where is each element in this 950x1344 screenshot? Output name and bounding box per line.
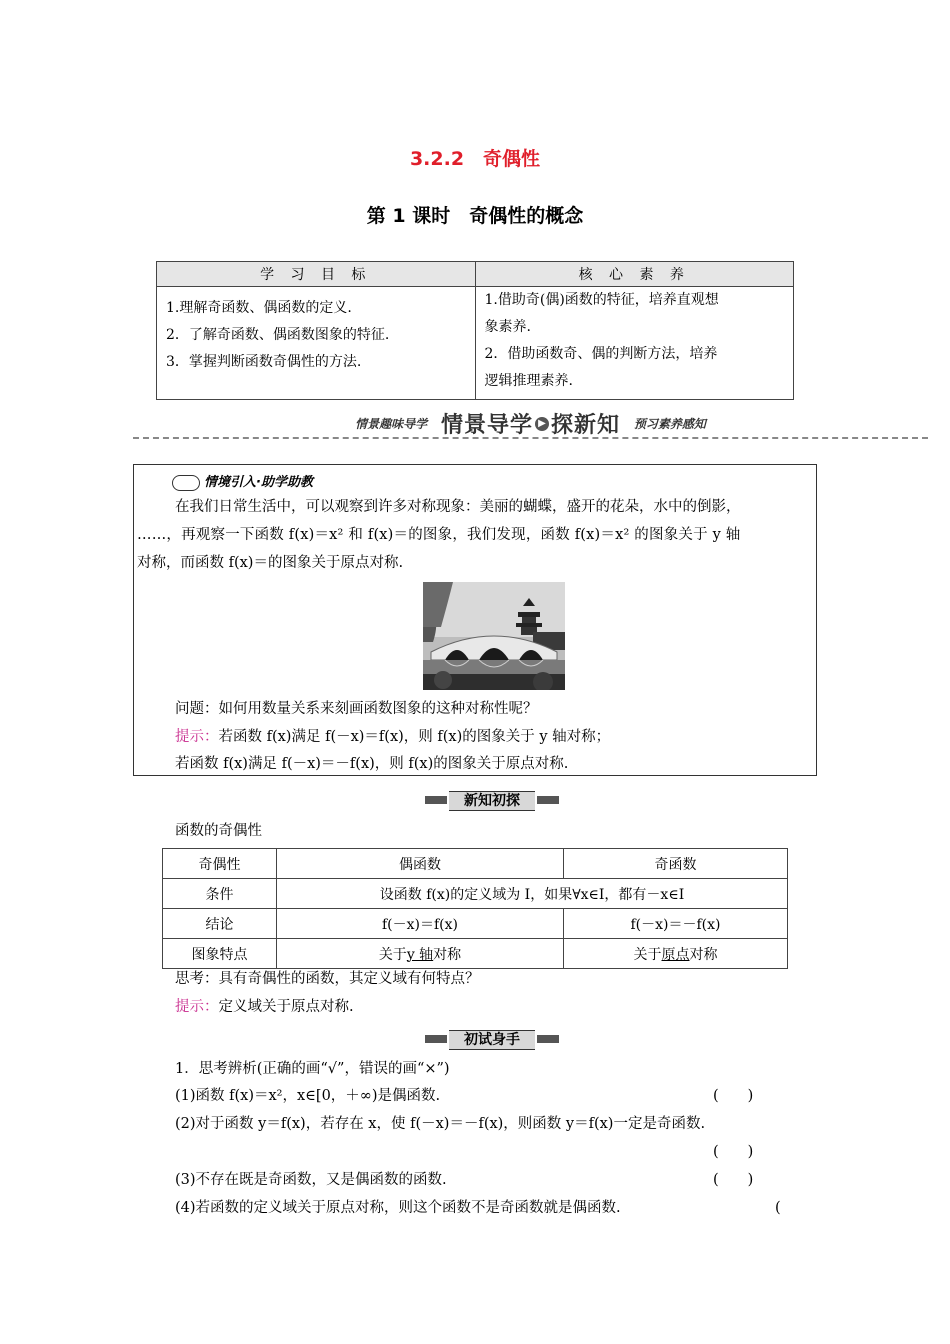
bridge-photo bbox=[423, 582, 565, 690]
practice-item: (1)函数 f(x)＝x²，x∈[0，＋∞)是偶函数. bbox=[175, 1088, 441, 1104]
literacy-header: 核 心 素 养 bbox=[475, 262, 794, 287]
knowledge-caption: 函数的奇偶性 bbox=[175, 823, 262, 839]
think-question: 思考：具有奇偶性的函数，其定义域有何特点？ bbox=[175, 971, 480, 987]
literacy-item: 2．借助函数奇、偶的判断方法，培养 bbox=[484, 346, 718, 362]
hint-label: 提示： bbox=[175, 999, 219, 1015]
think-hint bbox=[175, 994, 354, 1020]
hint-label: 提示： bbox=[175, 729, 219, 745]
intro-hint-line bbox=[175, 724, 610, 750]
intro-paragraph-line: 对称，而函数 f(x)＝的图象关于原点对称. bbox=[137, 555, 404, 571]
odd-conclusion-cell: f(－x)＝－f(x) bbox=[564, 909, 788, 939]
table-header-cell: 奇函数 bbox=[564, 849, 788, 879]
answer-paren: ( ) bbox=[713, 1088, 754, 1104]
pointing-hand-icon bbox=[172, 475, 200, 491]
table-row-label: 图象特点 bbox=[163, 939, 277, 969]
answer-paren: ( ) bbox=[713, 1144, 754, 1160]
goal-item: 3．掌握判断函数奇偶性的方法. bbox=[166, 354, 362, 370]
even-graph-key: y 轴 bbox=[406, 946, 434, 963]
answer-paren-open: ( bbox=[775, 1200, 781, 1216]
section-banner bbox=[133, 408, 928, 438]
even-graph-pre: 关于 bbox=[378, 946, 407, 963]
table-header-cell: 偶函数 bbox=[277, 849, 564, 879]
practice-badge: 初试身手 bbox=[449, 1030, 535, 1050]
banner-title-left: 情景导学 bbox=[440, 413, 533, 438]
section-title: 3.2.2 奇偶性 bbox=[409, 148, 541, 170]
arrow-right-icon: ▶ bbox=[535, 417, 549, 431]
hint-text: 定义域关于原点对称. bbox=[218, 999, 354, 1015]
goal-item: 2．了解奇函数、偶函数图象的特征. bbox=[166, 327, 390, 343]
practice-question: 1．思考辨析(正确的画“√”，错误的画“×”) bbox=[175, 1061, 450, 1077]
even-conclusion-cell: f(－x)＝f(x) bbox=[277, 909, 564, 939]
literacy-item: 象素养. bbox=[484, 319, 531, 335]
practice-item: (2)对于函数 y＝f(x)，若存在 x，使 f(－x)＝－f(x)，则函数 y＝f(x)一定是奇函数. bbox=[175, 1116, 706, 1132]
odd-graph-pre: 关于 bbox=[633, 946, 662, 963]
even-graph-cell bbox=[277, 939, 564, 969]
table-row-label: 条件 bbox=[163, 879, 277, 909]
intro-paragraph-line: ……，再观察一下函数 f(x)＝x² 和 f(x)＝的图象，我们发现，函数 f(x)＝x² 的图象关于 y 轴 bbox=[137, 527, 741, 543]
goal-item: 1.理解奇函数、偶函数的定义. bbox=[166, 300, 352, 316]
lesson-title: 第 1 课时 奇偶性的概念 bbox=[366, 205, 584, 227]
odd-graph-post: 对称 bbox=[689, 946, 718, 963]
intro-paragraph-line: 在我们日常生活中，可以观察到许多对称现象：美丽的蝴蝶，盛开的花朵，水中的倒影， bbox=[175, 499, 741, 515]
condition-cell: 设函数 f(x)的定义域为 I，如果∀x∈I，都有－x∈I bbox=[277, 879, 788, 909]
answer-paren: ( ) bbox=[713, 1172, 754, 1188]
table-row-label: 结论 bbox=[163, 909, 277, 939]
table-header-cell: 奇偶性 bbox=[163, 849, 277, 879]
practice-item: (3)不存在既是奇函数，又是偶函数的函数. bbox=[175, 1172, 447, 1188]
literacy-item: 1.借助奇(偶)函数的特征，培养直观想 bbox=[484, 292, 719, 308]
even-graph-post: 对称 bbox=[433, 946, 462, 963]
goals-header: 学 习 目 标 bbox=[157, 262, 476, 287]
parity-table bbox=[162, 848, 788, 969]
literacy-item: 逻辑推理素养. bbox=[484, 373, 573, 389]
banner-left-caption: 情景趣味导学 bbox=[355, 417, 428, 431]
banner-title-right: 探新知 bbox=[551, 413, 621, 438]
goals-table bbox=[156, 261, 794, 400]
intro-question: 问题：如何用数量关系来刻画函数图象的这种对称性呢？ bbox=[175, 701, 538, 717]
intro-tag bbox=[172, 471, 313, 491]
intro-hint-line-2: 若函数 f(x)满足 f(－x)＝－f(x)，则 f(x)的图象关于原点对称. bbox=[175, 756, 569, 772]
odd-graph-key: 原点 bbox=[661, 946, 690, 963]
banner-right-caption: 预习素养感知 bbox=[633, 417, 706, 431]
banner-divider bbox=[133, 437, 928, 439]
practice-item: (4)若函数的定义域关于原点对称，则这个函数不是奇函数就是偶函数. bbox=[175, 1200, 621, 1216]
new-knowledge-badge: 新知初探 bbox=[449, 791, 535, 811]
odd-graph-cell bbox=[564, 939, 788, 969]
hint-text: 若函数 f(x)满足 f(－x)＝f(x)，则 f(x)的图象关于 y 轴对称； bbox=[218, 729, 611, 745]
intro-tag-label: 情境引入·助学助教 bbox=[204, 475, 313, 490]
